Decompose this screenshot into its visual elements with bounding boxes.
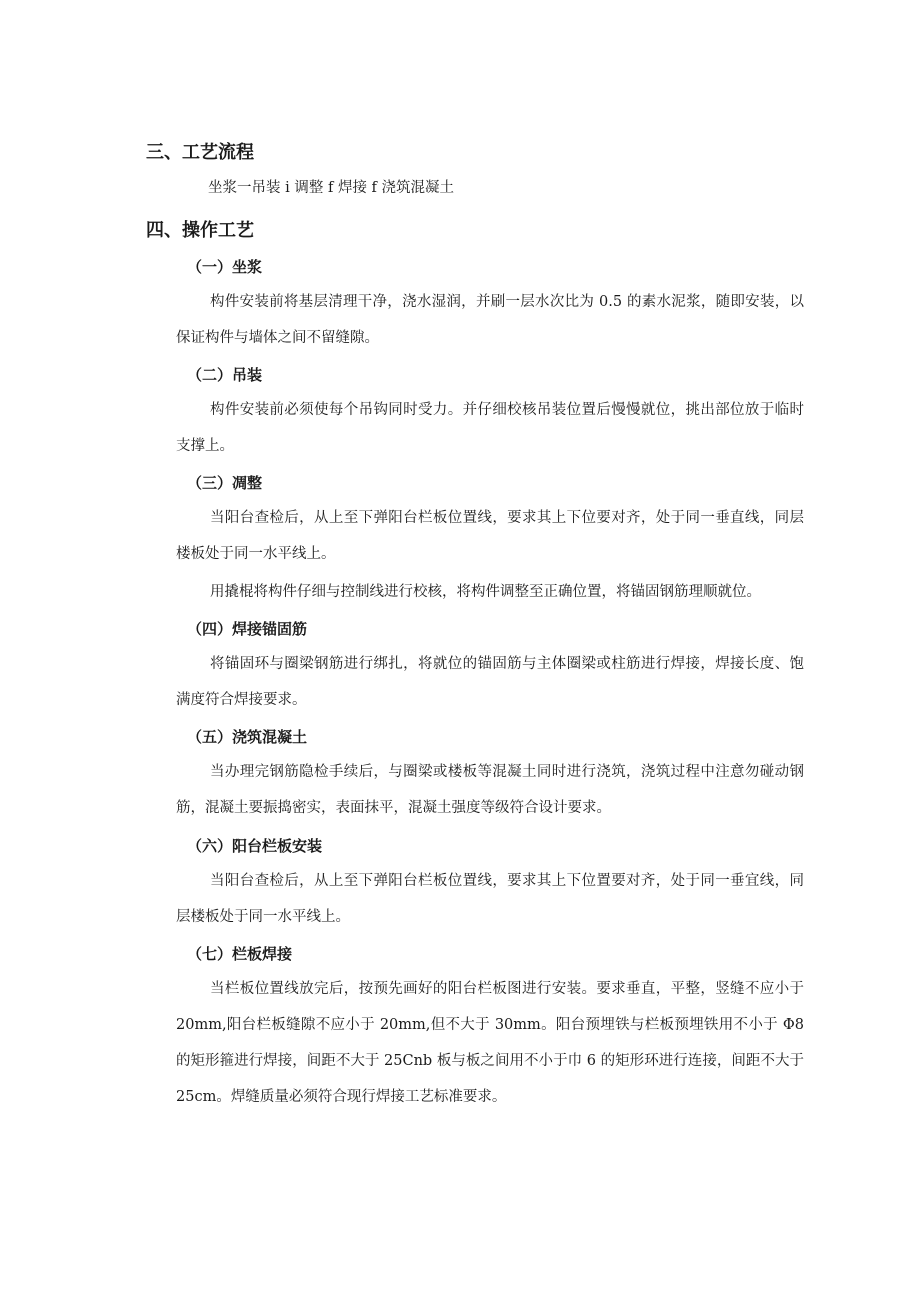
section-title-operation: 四、操作工艺 <box>146 220 254 241</box>
step-heading-3: （三）凋整 <box>187 474 263 492</box>
process-flow-text: 坐浆一吊装 i 调整 f 焊接 f 浇筑混凝土 <box>208 180 455 196</box>
step-3-paragraph-2: 用撬棍将构件仔细与控制线进行校核，将构件调整至正确位置，将锚固钢筋理顺就位。 <box>210 584 761 600</box>
step-1-paragraph: 构件安装前将基层清理干净，浇水湿润，并刷一层水次比为 0.5 的素水泥浆，随即安装，以保证构件与墙体之间不留缝隙。 <box>176 294 804 346</box>
step-heading-5: （五）浇筑混凝土 <box>187 728 308 746</box>
step-3-paragraph-1: 当阳台查检后，从上至下弹阳台栏板位置线，要求其上下位要对齐，处于同一垂直线，同层楼板处于同一水平线上。 <box>176 510 804 562</box>
step-heading-2: （二）吊装 <box>187 366 263 384</box>
step-heading-4: （四）焊接锚固筋 <box>187 620 308 638</box>
section-title-process-flow: 三、工艺流程 <box>146 142 254 163</box>
step-heading-1: （一）坐浆 <box>187 258 263 276</box>
step-2-paragraph: 构件安装前必须使每个吊钩同时受力。并仔细校核吊装位置后慢慢就位，挑出部位放于临时支撑上。 <box>176 402 804 454</box>
step-5-paragraph: 当办理完钢筋隐检手续后，与圈梁或楼板等混凝土同时进行浇筑，浇筑过程中注意勿碰动钢筋，混凝土要振捣密实，表面抹平，混凝土强度等级符合设计要求。 <box>176 764 804 816</box>
step-7-paragraph: 当栏板位置线放完后，按预先画好的阳台栏板图进行安装。要求垂直，平整，竖缝不应小于 20mm,阳台栏板缝隙不应小于 20mm,但不大于 30mm。阳台预埋铁与栏板预埋铁用不小于 Φ8 的矩形箍进行焊接，间距不大于 25Cnb 板与板之间用不小于巾 6 的矩形环进行连接，间距不大于 25cm。焊缝质量必须符合现行焊接工艺标准要求。 <box>176 981 804 1105</box>
step-heading-6: （六）阳台栏板安装 <box>187 837 323 855</box>
step-6-paragraph: 当阳台查检后，从上至下弹阳台栏板位置线，要求其上下位置要对齐，处于同一垂宜线，同层楼板处于同一水平线上。 <box>176 873 804 925</box>
step-heading-7: （七）栏板焊接 <box>187 945 293 963</box>
step-4-paragraph: 将锚固环与圈梁钢筋进行绑扎，将就位的锚固筋与主体圈梁或柱筋进行焊接，焊接长度、饱满度符合焊接要求。 <box>176 656 804 708</box>
